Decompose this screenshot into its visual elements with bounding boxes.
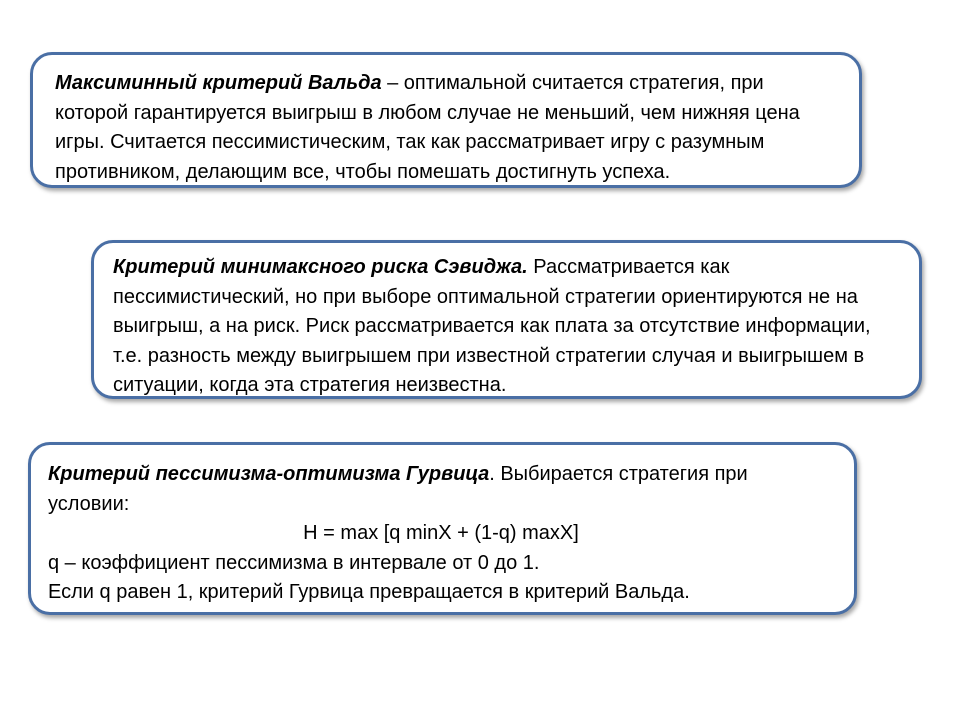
savage-criterion-card: [91, 240, 922, 399]
wald-criterion-text: – оптимальной считается стратегия, при которой гарантируется выигрыш в любом случае не меньший, чем нижняя цена игры. Считается пессимистическим, так как рассматривает игру с разумным противником, делающим все, чтобы помешать достигнуть успеха.: [55, 72, 800, 183]
hurwicz-formula: H = max [q minX + (1-q) maxX]: [303, 522, 579, 544]
wald-criterion-term: Максиминный критерий Вальда: [55, 72, 382, 94]
hurwicz-q-definition: q – коэффициент пессимизма в интервале от 0 до 1.: [48, 551, 540, 574]
hurwicz-wald-relation: Если q равен 1, критерий Гурвица превращается в критерий Вальда.: [48, 581, 690, 603]
hurwicz-criterion-card: [28, 442, 857, 615]
savage-criterion-text: Рассматривается как пессимистический, но при выборе оптимальной стратегии ориентируются не на выигрыш, а на риск. Риск рассматривается как плата за отсутствие информации, т.е. разность между выигрышем при известной стратегии случая и выигрышем в ситуации, когда эта стратегия неизвестна.: [113, 256, 871, 396]
hurwicz-criterion-text: . Выбирается стратегия при условии:: [48, 463, 748, 515]
wald-criterion-card: [30, 52, 862, 188]
hurwicz-criterion-term: Критерий пессимизма-оптимизма Гурвица: [48, 463, 490, 485]
savage-criterion-term: Критерий минимаксного риска Сэвиджа.: [113, 256, 528, 278]
